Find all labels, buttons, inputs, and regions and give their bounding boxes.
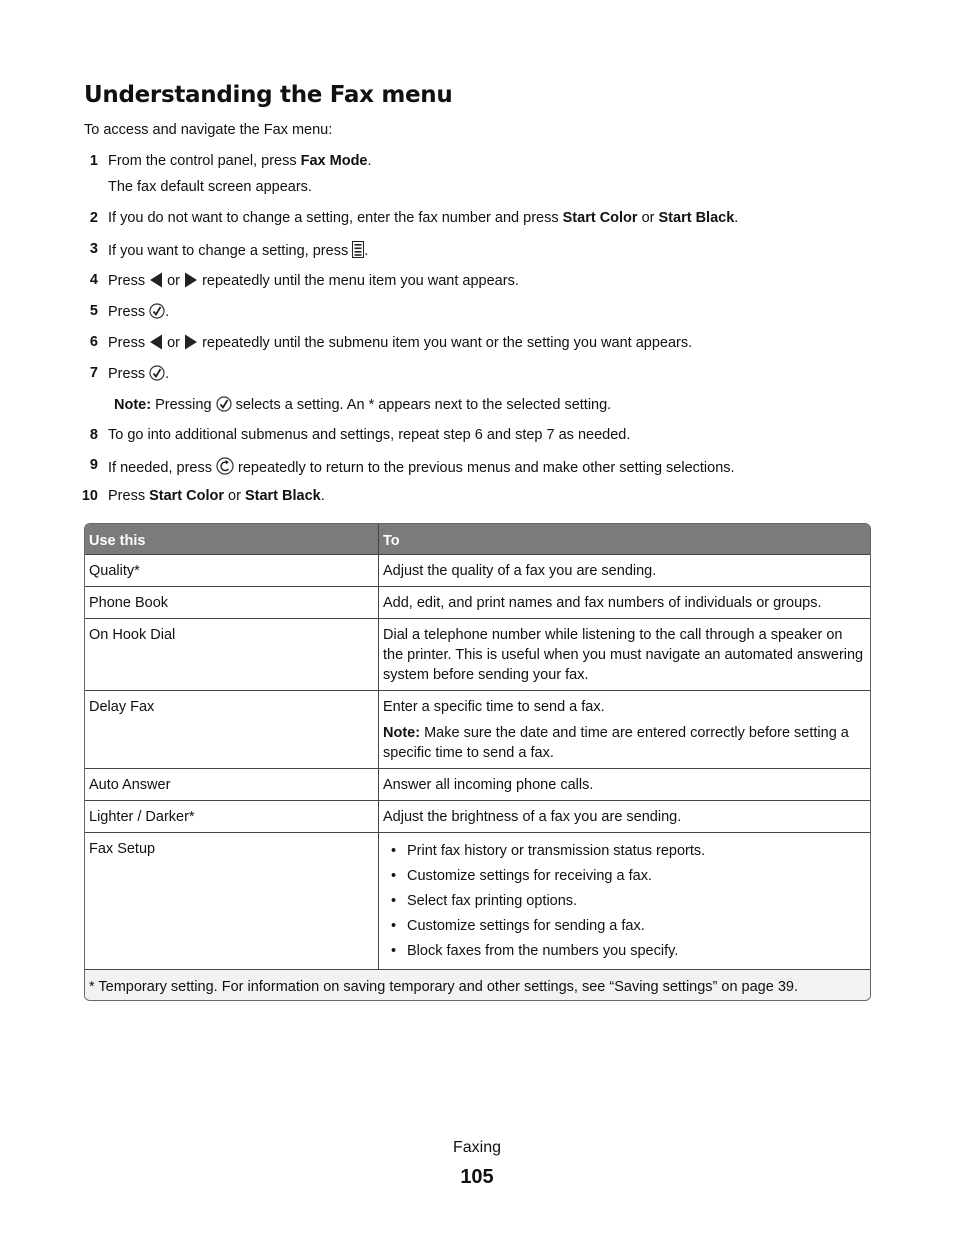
page-number: 105 [460, 1166, 494, 1188]
step-text: . [165, 304, 170, 320]
right-arrow-icon [184, 334, 198, 354]
description-note [383, 724, 865, 763]
step-4 [108, 272, 519, 292]
footer-section-name: Faxing [452, 1139, 502, 1156]
intro-text: To access and navigate the Fax menu: [84, 122, 333, 138]
select-checkmark-icon [149, 303, 165, 323]
step-number: 9 [89, 457, 98, 473]
step-text: Press [108, 335, 150, 351]
fax-menu-table [84, 523, 871, 1001]
list-item: • Customize settings for sending a fax. [383, 914, 865, 939]
step-text: or [224, 488, 245, 504]
step-9 [108, 457, 735, 479]
step-text: repeatedly until the submenu item you want or the setting you want appears. [198, 335, 693, 351]
step-1-result: The fax default screen appears. [108, 179, 312, 195]
step-number: 6 [89, 334, 98, 350]
note-text: selects a setting. An * appears next to the selected setting. [231, 397, 612, 413]
menu-item-name: Auto Answer [85, 769, 379, 801]
step-text: repeatedly until the menu item you want appears. [198, 273, 519, 289]
menu-item-description: Dial a telephone number while listening to the call through a speaker on the printer. This is useful when you must navigate an automated answering system before sending your fax. [379, 619, 871, 691]
step-text: If needed, press [108, 460, 217, 476]
step-text: repeatedly to return to the previous menus and make other setting selections. [234, 460, 735, 476]
step-number: 1 [89, 153, 98, 169]
step-text: From the control panel, press [108, 153, 301, 169]
step-text: . [165, 366, 170, 382]
step-10 [108, 488, 325, 504]
step-number: 2 [89, 210, 98, 226]
step-text: To go into additional submenus and settings, repeat step 6 and step 7 as needed. [108, 427, 631, 443]
list-item: • Block faxes from the numbers you specify. [383, 939, 865, 964]
step-2 [108, 210, 738, 226]
column-header-use-this: Use this [85, 524, 379, 555]
left-arrow-icon [149, 272, 163, 292]
menu-item-name: On Hook Dial [85, 619, 379, 691]
table-row [85, 587, 870, 619]
table-header-row [85, 524, 870, 555]
step-bold: Start Color [562, 210, 638, 226]
step-text: . [367, 153, 372, 169]
left-arrow-icon [149, 334, 163, 354]
step-7-note [114, 396, 611, 416]
menu-item-description: Answer all incoming phone calls. [379, 769, 871, 801]
menu-item-description [379, 833, 871, 970]
step-text: Press [108, 304, 150, 320]
step-number: 7 [89, 365, 98, 381]
step-text: Press [108, 273, 150, 289]
menu-item-name: Phone Book [85, 587, 379, 619]
back-icon [216, 457, 234, 479]
step-8 [108, 427, 630, 443]
step-text: If you do not want to change a setting, enter the fax number and press [108, 210, 563, 226]
step-number: 8 [89, 427, 98, 443]
description-text: Enter a specific time to send a fax. [383, 699, 605, 715]
step-bold: Start Color [149, 488, 225, 504]
step-text: or [163, 335, 185, 351]
table-row [85, 691, 870, 769]
note-text: Pressing [151, 397, 216, 413]
table-row [85, 619, 870, 691]
select-checkmark-icon [216, 396, 232, 416]
page-title: Understanding the Fax menu [84, 82, 453, 108]
step-number: 5 [89, 303, 98, 319]
right-arrow-icon [184, 272, 198, 292]
table-row [85, 833, 870, 970]
menu-item-description: Adjust the quality of a fax you are sending. [379, 555, 871, 587]
menu-icon [352, 241, 364, 262]
bullet-list [383, 839, 865, 964]
step-text: Press [108, 488, 150, 504]
step-text: or [637, 210, 659, 226]
list-item: • Customize settings for receiving a fax. [383, 864, 865, 889]
table-row [85, 769, 870, 801]
note-text: Make sure the date and time are entered correctly before setting a specific time to send a fax. [383, 725, 849, 761]
step-bold: Start Black [244, 488, 321, 504]
step-text: If you want to change a setting, press [108, 243, 353, 259]
step-text: or [163, 273, 185, 289]
column-header-to: To [379, 524, 871, 555]
step-text: . [320, 488, 325, 504]
menu-item-name: Lighter / Darker* [85, 801, 379, 833]
table-row [85, 801, 870, 833]
step-text: . [364, 243, 369, 259]
step-7 [108, 365, 169, 385]
table-footnote: * Temporary setting. For information on saving temporary and other settings, see “Saving settings” on page 39. [85, 970, 870, 1001]
step-text: Press [108, 366, 150, 382]
menu-item-name: Delay Fax [85, 691, 379, 769]
list-item: • Print fax history or transmission status reports. [383, 839, 865, 864]
list-item: • Select fax printing options. [383, 889, 865, 914]
step-number: 4 [89, 272, 98, 288]
step-1 [108, 153, 372, 169]
table-footnote-row [85, 970, 870, 1001]
step-bold: Start Black [658, 210, 735, 226]
note-label: Note: [383, 725, 421, 741]
select-checkmark-icon [149, 365, 165, 385]
step-5 [108, 303, 169, 323]
menu-item-name: Fax Setup [85, 833, 379, 970]
menu-item-description: Add, edit, and print names and fax numbers of individuals or groups. [379, 587, 871, 619]
step-number: 3 [89, 241, 98, 257]
menu-item-description [379, 691, 871, 769]
step-3 [108, 241, 368, 262]
step-6 [108, 334, 692, 354]
step-bold: Fax Mode [300, 153, 368, 169]
step-text: . [734, 210, 739, 226]
step-number: 10 [81, 488, 98, 504]
menu-item-description: Adjust the brightness of a fax you are sending. [379, 801, 871, 833]
note-label: Note: [114, 397, 152, 413]
table-row [85, 555, 870, 587]
menu-item-name: Quality* [85, 555, 379, 587]
